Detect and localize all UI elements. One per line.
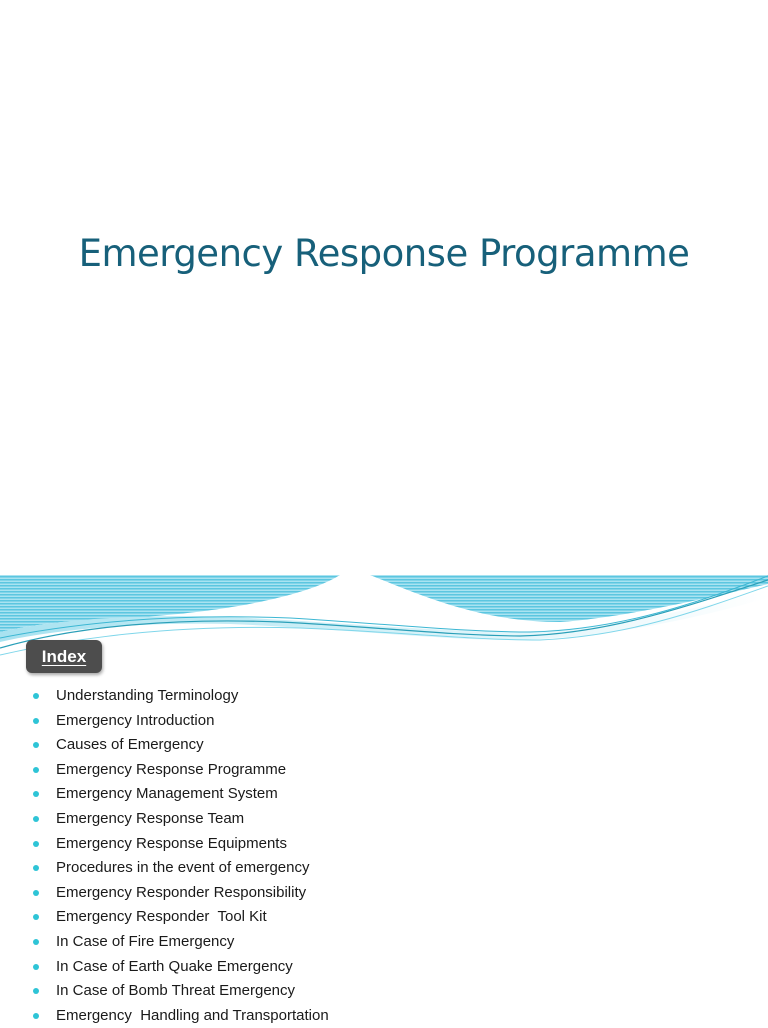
list-item-label: In Case of Bomb Threat Emergency [56,982,296,1000]
list-item-label: Emergency Introduction [56,711,215,729]
list-item [30,979,329,1004]
list-item [30,881,329,906]
list-item [30,807,329,832]
bullet-icon [33,742,39,748]
list-item-label: Emergency Management System [56,785,278,803]
bullet-icon [33,914,39,920]
bullet-icon [33,988,39,994]
list-item-label: Emergency Response Team [56,809,245,827]
list-item [30,782,329,807]
index-heading: Index [41,646,87,666]
list-item-label: In Case of Earth Quake Emergency [56,957,293,975]
bullet-icon [33,865,39,871]
list-item-label: Procedures in the event of emergency [56,859,310,877]
list-item [30,832,329,857]
list-item [30,905,329,930]
list-item-label: Emergency Responder Responsibility [56,883,307,901]
list-item-label: Causes of Emergency [56,736,204,754]
bullet-icon [33,939,39,945]
list-item-label: Emergency Response Programme [56,760,287,778]
list-item-label: Understanding Terminology [56,687,239,704]
list-item [30,856,329,881]
list-item-label: Emergency Handling and Transportation [56,1006,329,1024]
index-tab [26,640,102,673]
bullet-icon [33,767,39,773]
bullet-icon [33,841,39,847]
bullet-icon [33,693,39,699]
bullet-icon [33,964,39,970]
list-item-label: Emergency Responder Tool Kit [56,908,267,926]
bullet-icon [33,1013,39,1019]
bullet-icon [33,816,39,822]
slide-title: Emergency Response Programme [78,232,690,275]
list-item [30,955,329,980]
wave-decoration [0,570,768,660]
bullet-icon [33,890,39,896]
list-item [30,1004,329,1028]
list-item [30,709,329,734]
list-item [30,758,329,783]
bullet-icon [33,791,39,797]
index-list [30,684,329,1028]
bullet-icon [33,718,39,724]
list-item [30,930,329,955]
list-item [30,684,329,709]
list-item-label: Emergency Response Equipments [56,834,287,852]
list-item-label: In Case of Fire Emergency [56,932,235,950]
list-item [30,733,329,758]
